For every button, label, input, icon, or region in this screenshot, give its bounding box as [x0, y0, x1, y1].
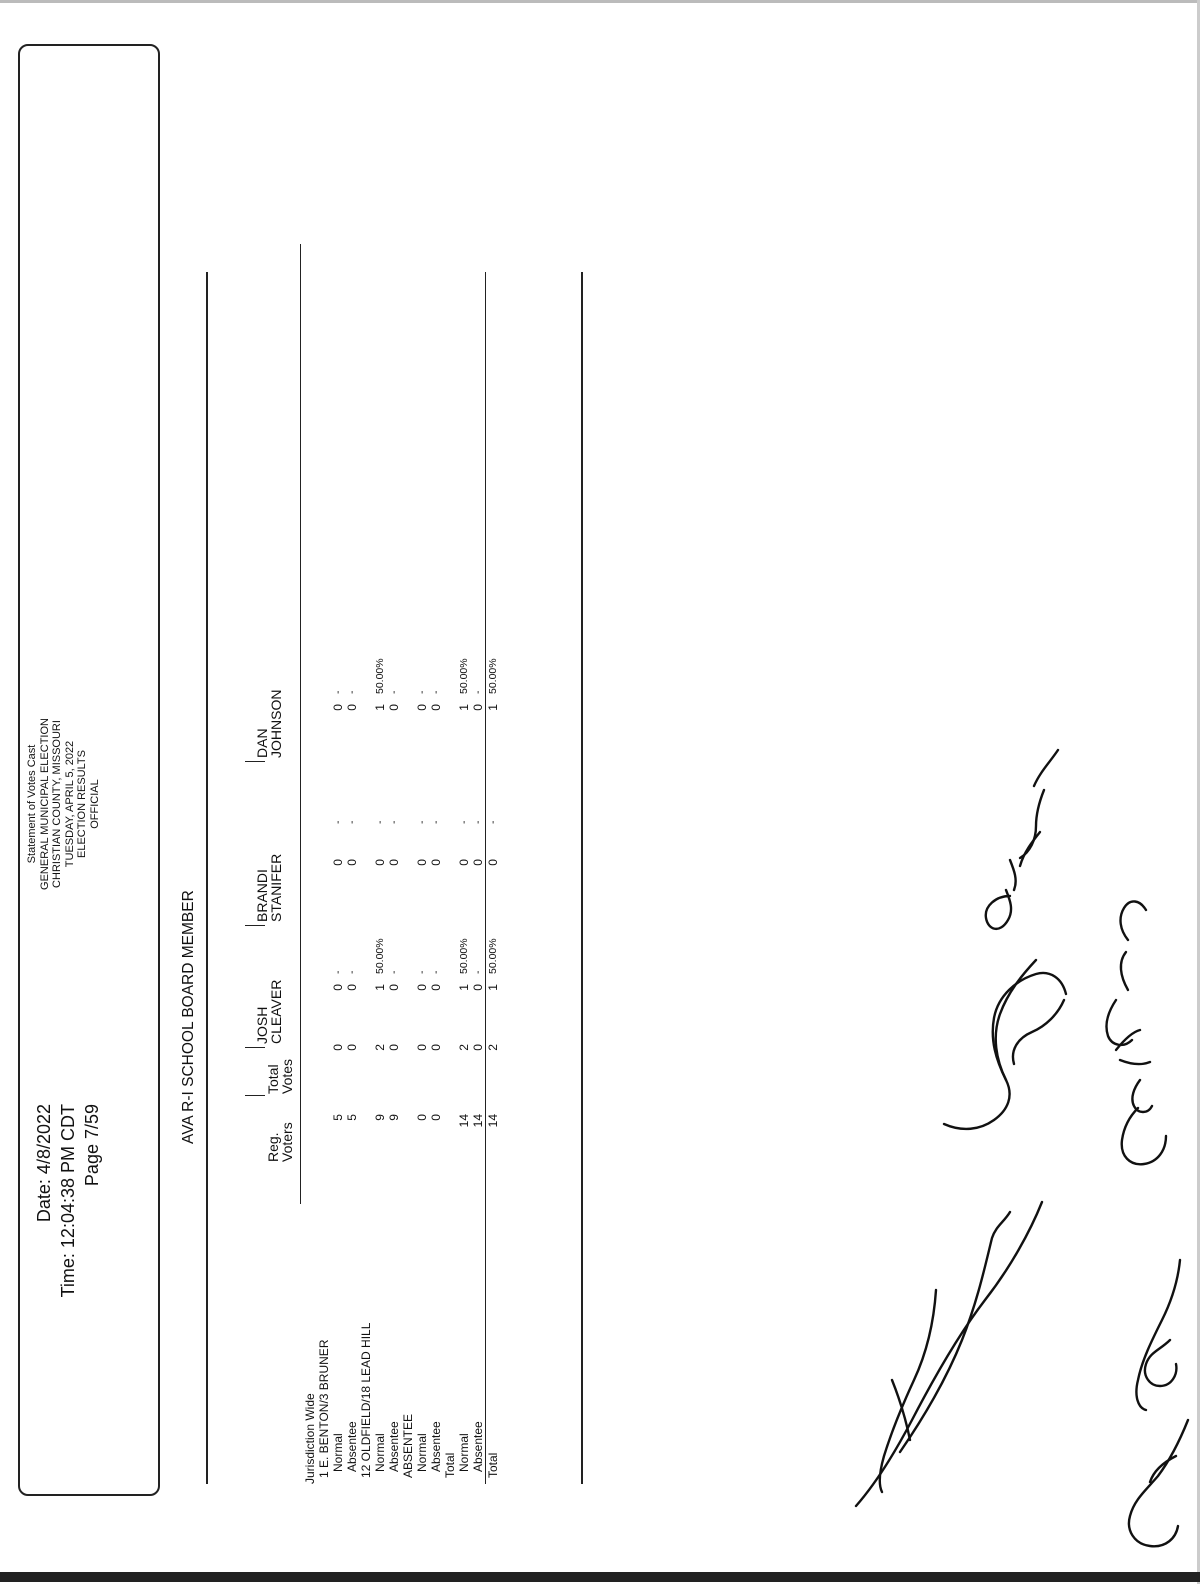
cell-percent: -: [332, 820, 344, 824]
cell-percent: -: [458, 820, 470, 824]
candidate-brandi-stanifer: [255, 854, 283, 922]
cell-reg-voters: 14: [457, 1114, 471, 1128]
table-row: [331, 272, 345, 1484]
col-header-text: Votes: [279, 1058, 295, 1094]
report-meta: [32, 1104, 104, 1464]
report-title-block: [26, 674, 102, 934]
cell-reg-voters: 0: [429, 1114, 443, 1121]
candidate-last-name: CLEAVER: [268, 979, 284, 1044]
cell-percent: 50.00%: [374, 658, 386, 694]
cell-votes: 1: [486, 984, 500, 991]
cell-votes: 0: [471, 704, 485, 711]
title-line: ELECTION RESULTS: [76, 750, 89, 858]
report-date: Date: 4/8/2022: [34, 1104, 54, 1223]
cell-votes: 0: [415, 704, 429, 711]
cell-votes: 0: [387, 704, 401, 711]
cell-percent: -: [388, 970, 400, 974]
column-divider: [245, 1047, 265, 1048]
cell-reg-voters: 9: [373, 1114, 387, 1121]
cell-total-votes: 0: [471, 1044, 485, 1051]
cell-percent: -: [346, 690, 358, 694]
table-row: [443, 272, 457, 1484]
row-label: Total: [443, 1452, 457, 1478]
cell-votes: 0: [471, 984, 485, 991]
cell-percent: -: [430, 970, 442, 974]
cell-votes: 0: [429, 984, 443, 991]
title-line: OFFICIAL: [88, 779, 101, 829]
cell-total-votes: 2: [486, 1044, 500, 1051]
cell-votes: 0: [486, 859, 500, 866]
col-header-text: Reg.: [265, 1132, 281, 1162]
cell-reg-voters: 5: [331, 1114, 345, 1121]
title-line: CHRISTIAN COUNTY, MISSOURI: [51, 720, 64, 888]
row-label: Normal: [457, 1433, 471, 1472]
candidate-first-name: JOSH: [254, 1006, 270, 1044]
cell-votes: 0: [457, 859, 471, 866]
cell-reg-voters: 14: [471, 1114, 485, 1128]
row-label: 12 OLDFIELD/18 LEAD HILL: [359, 1322, 373, 1478]
table-rule: [581, 272, 583, 1484]
table-row: [317, 272, 331, 1484]
row-label: Normal: [373, 1433, 387, 1472]
cell-votes: 0: [373, 859, 387, 866]
cell-percent: -: [388, 690, 400, 694]
cell-percent: -: [416, 970, 428, 974]
candidate-dan-johnson: [255, 690, 283, 758]
cell-percent: -: [430, 820, 442, 824]
cell-total-votes: 0: [345, 1044, 359, 1051]
cell-votes: 0: [345, 704, 359, 711]
cell-total-votes: 0: [387, 1044, 401, 1051]
cell-percent: 50.00%: [458, 938, 470, 974]
cell-votes: 0: [429, 704, 443, 711]
cell-total-votes: 2: [373, 1044, 387, 1051]
cell-votes: 0: [345, 984, 359, 991]
candidate-first-name: BRANDI: [254, 869, 270, 922]
cell-votes: 0: [331, 984, 345, 991]
cell-percent: -: [346, 820, 358, 824]
table-row: [303, 272, 317, 1484]
row-label: 1 E. BENTON/3 BRUNER: [317, 1339, 331, 1478]
cell-reg-voters: 5: [345, 1114, 359, 1121]
candidate-last-name: JOHNSON: [268, 689, 284, 758]
cell-reg-voters: 9: [387, 1114, 401, 1121]
row-label: Jurisdiction Wide: [303, 1393, 317, 1484]
cell-total-votes: 0: [415, 1044, 429, 1051]
row-label: Absentee: [471, 1421, 485, 1472]
table-row-grand-total: [485, 272, 500, 1484]
row-label: Absentee: [387, 1421, 401, 1472]
table-row: [345, 272, 359, 1484]
report-page-number: Page 7/59: [82, 1104, 102, 1187]
row-label: Absentee: [429, 1421, 443, 1472]
cell-percent: -: [416, 690, 428, 694]
row-label: Total: [486, 1452, 500, 1478]
col-header-reg-voters: [266, 1122, 294, 1162]
row-label: Normal: [331, 1433, 345, 1472]
col-header-text: Voters: [279, 1122, 295, 1162]
title-line: GENERAL MUNICIPAL ELECTION: [38, 718, 51, 890]
title-line: Statement of Votes Cast: [26, 744, 38, 864]
cell-percent: -: [388, 820, 400, 824]
column-divider: [245, 1095, 265, 1096]
cell-percent: -: [430, 690, 442, 694]
cell-votes: 0: [345, 859, 359, 866]
cell-votes: 0: [387, 859, 401, 866]
table-rule: [206, 272, 208, 1484]
table-row: [429, 272, 443, 1484]
cell-votes: 0: [415, 984, 429, 991]
row-label: ABSENTEE: [401, 1413, 415, 1478]
cell-total-votes: 2: [457, 1044, 471, 1051]
cell-votes: 0: [415, 859, 429, 866]
table-row: [415, 272, 429, 1484]
cell-percent: -: [472, 690, 484, 694]
cell-percent: 50.00%: [458, 658, 470, 694]
table-row: [387, 272, 401, 1484]
race-title: AVA R-I SCHOOL BOARD MEMBER: [180, 890, 197, 1144]
cell-votes: 1: [457, 704, 471, 711]
cell-votes: 0: [429, 859, 443, 866]
title-line: TUESDAY, APRIL 5, 2022: [63, 740, 76, 868]
cell-percent: -: [332, 970, 344, 974]
col-header-total-votes: [266, 1059, 294, 1094]
candidate-josh-cleaver: [255, 980, 283, 1044]
row-label: Normal: [415, 1433, 429, 1472]
cell-votes: 1: [486, 704, 500, 711]
column-divider: [245, 925, 265, 926]
table-row: [359, 272, 373, 1484]
table-row: [373, 272, 387, 1484]
cell-percent: 50.00%: [374, 938, 386, 974]
col-header-text: Total: [265, 1064, 281, 1094]
table-row: [401, 272, 415, 1484]
report-time: Time: 12:04:38 PM CDT: [58, 1104, 78, 1298]
candidate-first-name: DAN: [254, 728, 270, 758]
row-label: Absentee: [345, 1421, 359, 1472]
cell-votes: 1: [373, 704, 387, 711]
cell-votes: 0: [331, 704, 345, 711]
cell-votes: 1: [373, 984, 387, 991]
cell-percent: -: [472, 820, 484, 824]
cell-votes: 0: [387, 984, 401, 991]
cell-votes: 0: [331, 859, 345, 866]
cell-percent: -: [332, 690, 344, 694]
header-underline: [300, 244, 301, 1204]
column-divider: [245, 761, 265, 762]
table-row: [457, 272, 471, 1484]
cell-reg-voters: 14: [486, 1114, 500, 1128]
cell-total-votes: 0: [429, 1044, 443, 1051]
cell-reg-voters: 0: [415, 1114, 429, 1121]
cell-total-votes: 0: [331, 1044, 345, 1051]
cell-percent: -: [346, 970, 358, 974]
cell-percent: -: [487, 820, 499, 824]
cell-votes: 0: [471, 859, 485, 866]
candidate-last-name: STANIFER: [268, 853, 284, 922]
cell-percent: -: [472, 970, 484, 974]
cell-percent: -: [374, 820, 386, 824]
cell-percent: 50.00%: [487, 938, 499, 974]
cell-percent: -: [416, 820, 428, 824]
cell-percent: 50.00%: [487, 658, 499, 694]
cell-votes: 1: [457, 984, 471, 991]
table-row: [471, 272, 485, 1484]
